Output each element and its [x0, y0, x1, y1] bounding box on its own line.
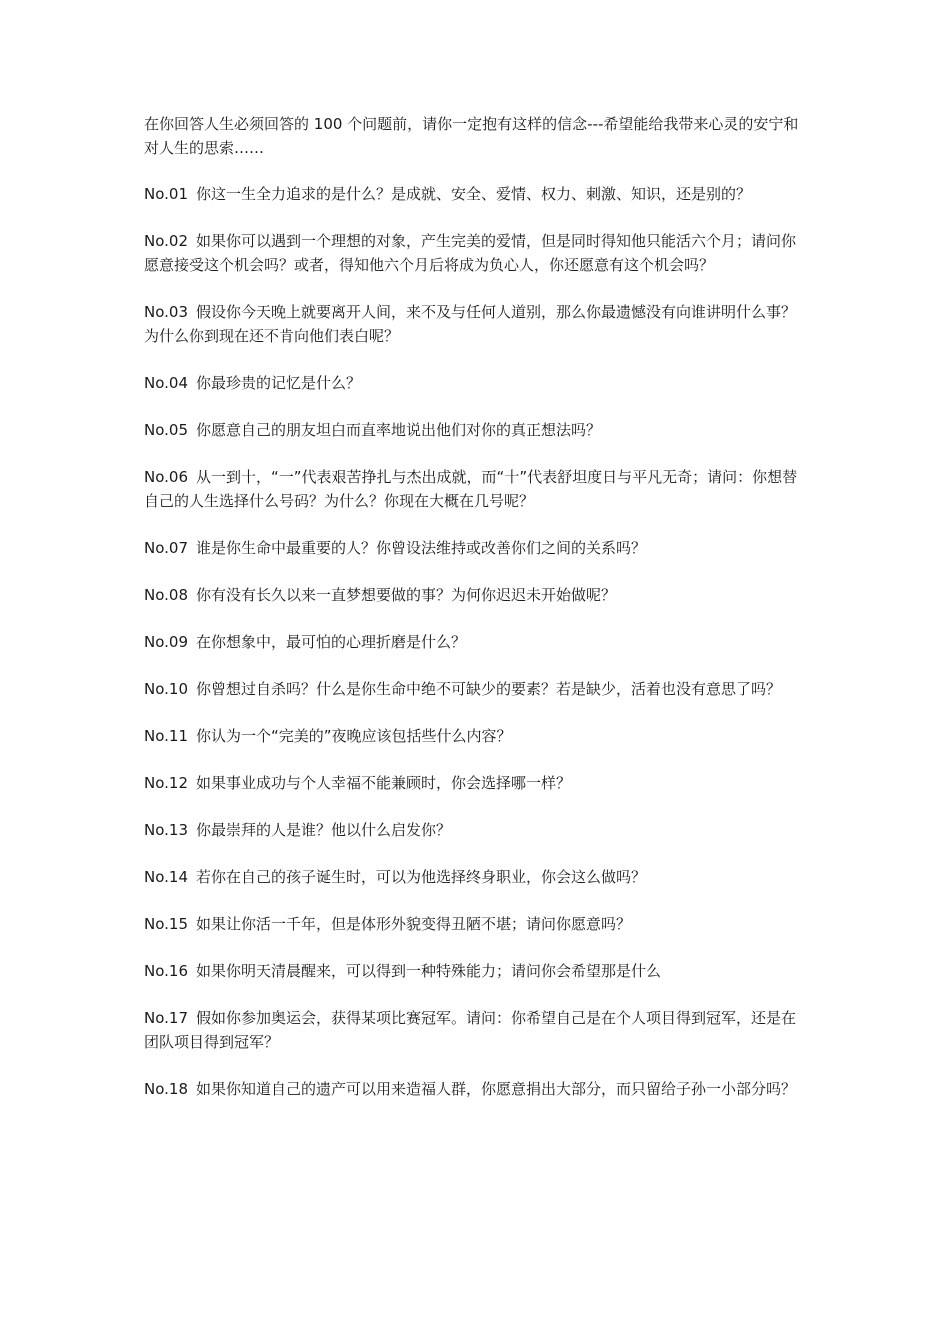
- question-text: 如果你明天清晨醒来，可以得到一种特殊能力；请问你会希望那是什么: [196, 962, 662, 980]
- question-list: [144, 182, 809, 1101]
- question-text: 若你在自己的孩子诞生时，可以为他选择终身职业，你会这么做吗？: [196, 868, 647, 886]
- question-text: 谁是你生命中最重要的人？你曾设法维持或改善你们之间的关系吗？: [196, 539, 647, 557]
- question-number: No.01: [144, 185, 188, 203]
- question-item: [144, 300, 809, 348]
- question-number: No.03: [144, 303, 188, 321]
- question-text: 你曾想过自杀吗？什么是你生命中绝不可缺少的要素？若是缺少，活着也没有意思了吗？: [196, 680, 782, 698]
- question-text: 如果事业成功与个人幸福不能兼顾时，你会选择哪一样？: [196, 774, 572, 792]
- question-number: No.10: [144, 680, 188, 698]
- question-text: 你愿意自己的朋友坦白而直率地说出他们对你的真正想法吗？: [196, 421, 602, 439]
- document-page: [144, 112, 809, 1124]
- question-item: [144, 182, 809, 206]
- question-number: No.18: [144, 1080, 188, 1098]
- question-number: No.14: [144, 868, 188, 886]
- question-number: No.02: [144, 232, 188, 250]
- question-number: No.11: [144, 727, 188, 745]
- question-item: [144, 724, 809, 748]
- question-number: No.08: [144, 586, 188, 604]
- question-number: No.17: [144, 1009, 188, 1027]
- question-text: 从一到十，“一”代表艰苦挣扎与杰出成就，而“十”代表舒坦度日与平凡无奇；请问：你想替自己的人生选择什么号码？为什么？你现在大概在几号呢？: [144, 468, 798, 510]
- question-item: [144, 865, 809, 889]
- question-item: [144, 818, 809, 842]
- question-item: [144, 677, 809, 701]
- question-item: [144, 371, 809, 395]
- intro-paragraph: 在你回答人生必须回答的 100 个问题前，请你一定抱有这样的信念---希望能给我带来心灵的安宁和对人生的思索……: [144, 115, 799, 157]
- question-number: No.15: [144, 915, 188, 933]
- question-number: No.05: [144, 421, 188, 439]
- question-item: [144, 771, 809, 795]
- question-number: No.16: [144, 962, 188, 980]
- question-item: [144, 583, 809, 607]
- question-item: [144, 536, 809, 560]
- question-number: No.09: [144, 633, 188, 651]
- question-number: No.07: [144, 539, 188, 557]
- question-text: 如果你可以遇到一个理想的对象，产生完美的爱情，但是同时得知他只能活六个月；请问你愿意接受这个机会吗？或者，得知他六个月后将成为负心人，你还愿意有这个机会吗？: [144, 232, 797, 274]
- question-number: No.13: [144, 821, 188, 839]
- question-text: 你有没有长久以来一直梦想要做的事？为何你迟迟未开始做呢？: [196, 586, 617, 604]
- question-text: 你这一生全力追求的是什么？是成就、安全、爱情、权力、刺激、知识，还是别的？: [196, 185, 752, 203]
- question-text: 你最崇拜的人是谁？他以什么启发你？: [196, 821, 452, 839]
- question-number: No.04: [144, 374, 188, 392]
- question-text: 你认为一个“完美的”夜晚应该包括些什么内容？: [196, 727, 512, 745]
- question-item: [144, 1077, 809, 1101]
- question-item: [144, 959, 809, 983]
- question-text: 假如你参加奥运会，获得某项比赛冠军。请问：你希望自己是在个人项目得到冠军，还是在团队项目得到冠军？: [144, 1009, 797, 1051]
- question-text: 假设你今天晚上就要离开人间，来不及与任何人道别，那么你最遗憾没有向谁讲明什么事？为什么你到现在还不肯向他们表白呢？: [144, 303, 797, 345]
- question-number: No.12: [144, 774, 188, 792]
- question-item: [144, 418, 809, 442]
- question-item: [144, 1006, 809, 1054]
- question-number: No.06: [144, 468, 188, 486]
- question-text: 在你想象中，最可怕的心理折磨是什么？: [196, 633, 467, 651]
- question-item: [144, 630, 809, 654]
- question-item: [144, 229, 809, 277]
- question-item: [144, 912, 809, 936]
- question-text: 你最珍贵的记忆是什么？: [196, 374, 362, 392]
- question-item: [144, 465, 809, 513]
- question-text: 如果让你活一千年，但是体形外貌变得丑陋不堪；请问你愿意吗？: [196, 915, 632, 933]
- question-text: 如果你知道自己的遗产可以用来造福人群，你愿意捐出大部分，而只留给子孙一小部分吗？: [196, 1080, 797, 1098]
